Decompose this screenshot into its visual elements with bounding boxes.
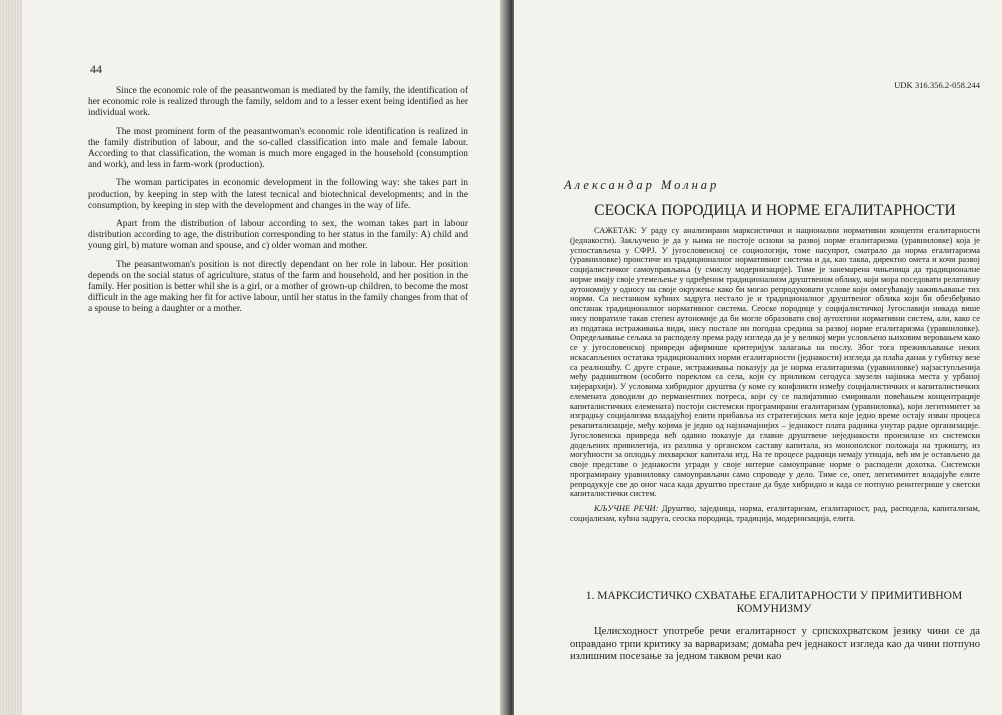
body-paragraph: Целисходност употребе речи егалитарност у српскохрватском језику чини се да оправдано трпи критику за варваризам; домаћа реч једнакост изгледа као да чини потпуно излишним посезање за једном таквом речи као: [570, 626, 980, 663]
section-heading: 1. МАРКСИСТИЧКО СХВАТАЊЕ ЕГАЛИТАРНОСТИ У ПРИМИТИВНОМ КОМУНИЗМУ: [585, 590, 963, 615]
udk-code: UDK 316.356.2-058.244: [894, 80, 980, 90]
author-name: Александар Молнар: [564, 178, 720, 192]
page-number: 44: [90, 62, 102, 76]
keywords-list: Друштво, заједница, норма, егалитаризам, егалитарност, рад, расподела, капитализам, социјализам, кућна задруга, сеоска породица, традиција, модернизација, елита.: [570, 503, 980, 523]
summary-text: [88, 86, 468, 323]
paragraph: The most prominent form of the peasantwoman's economic role identification is realized in the family distribution of labour, and the so-called classification into male and female labour. According to that classification, the woman is much more engaged in the household (consumption and work), and less in farm-work (production).: [88, 126, 468, 171]
article-title: СЕОСКА ПОРОДИЦА И НОРМЕ ЕГАЛИТАРНОСТИ: [594, 202, 956, 219]
abstract-text: САЖЕТАК: У раду су анализирани марксистички и национални нормативни концепти егалитарности (једнакости). Закључено је да у њима не постоје основи за развој норме егалитаризма (уравниловке) која је успостављена у СФРЈ. У југословенској се социологији, томе насупрот, сматрало да норма егалитаризма (уравниловке) проистиче из традиционалног нормативног система и да, као таква, директно омета и кочи развој социјалистичког самоуправљања (у смислу модернизације). Тиме је занемарена чињеница да традиционалне норме имају своје утемељење у одређеном традиционалном друштвеном облику, који мора поседовати релативну аутономију у односу на своје окружење како би могао репродуковати услове који омогућавају заживљавање тих норми. Са нестанком кућних задруга нестало је и традиционалног друштвеног облика који би обезбеђивао опстанак традиционалног нормативног система. Сеоске породице у социјалистичкој Југославији никада више нису повратиле такав степен аутономије да би могле образовати свој аутохтони нормативни систем, али, како се из података истраживања види, нису постале ни погодна средина за развој норме егалитаризма (уравниловке). Опредељивање сељака за расподелу према раду изгледа да је у великој мери условљено њиховим веровањем како се у југословенској привреди афирмише критеријум залагања на послу. Због тога преживљавање неких искасапљених остатака традиционалних норми егалитарности (једнакости) изгледа да плаћа данак у губитку везе са реалношћу. С друге стране, истраживања показују да је норма егалитаризма (уравниловке) најзаступљенија међу радништвом (особито пореклом са села, који су приликом сегодуса заузели најнижа места у урбаној хијерархији). У условима хибридног друштва (у коме су конфликти између социјалистичких и капиталистичких елемената доводили до перманентних потреса, који су се палијативно смиривали повећањем концентрације капиталистичких елемената) постоји системски програмирани егалитаризам (уравниловка), који легитимитет за изградњу социјализма владајућој елити прибавља из стратегијских мета које једно време остају изван процеса рекапитализације, међу којима је једно од најзначајнијих – једнакост плата радника унутар радне организације. Југословенска привреда већ одавно показује да главне друштвене неједнакости произилазе из системски додељених привилегија, из разлика у органском саставу капитала, из монополског положаја на тржишту, из могућности за оплодњу лихварског капитала итд. На те процесе радници немају утицаја, већ им је остављено да своје представе о једнакости угради у своје интерне самоуправне норме о расподели дохотка. Системски програмирану уравниловку самоуправљачи само спроводе у дело. Тиме се, опет, легитимитет владајуће елите репродукује све до оног часа када друштво престане да буде хибридно и када се потпуно реинтегрише у светски капиталистички систем.: [570, 225, 980, 499]
body-text: [570, 626, 980, 664]
paragraph: Since the economic role of the peasantwoman is mediated by the family, the identification of her economic role is realized through the family, seldom and to a lesser exent being identified as her individual work.: [88, 86, 468, 119]
abstract-block: [570, 226, 980, 529]
page-edges: [0, 0, 22, 715]
keywords: [570, 504, 980, 524]
paragraph: The peasantwoman's position is not directly dependant on her role in labour. Her position depends on the social status of agriculture, status of the farm and household, and her position in the family. Her position is better whil she is a girl, or a mother of grown-up children, to become the most difficult in the age making her fit for active labour, until her status in the family changes from that of a spouse to being a daughter or a mother.: [88, 259, 468, 315]
right-page: [514, 0, 1002, 715]
paragraph: The woman participates in economic development in the following way: she takes part in production, by keeping in step with the latest tecnical and biotechnical developments; and in the consumption, by keeping in step with the development and changes in the way of life.: [88, 178, 468, 211]
keywords-label: КЉУЧНЕ РЕЧИ:: [594, 503, 659, 513]
paragraph: Apart from the distribution of labour according to sex, the woman takes part in labour distribution according to age, the distribution corresponding to her status in the family: A) child and young girl, b) mature woman and spouse, and c) older woman and mother.: [88, 219, 468, 252]
